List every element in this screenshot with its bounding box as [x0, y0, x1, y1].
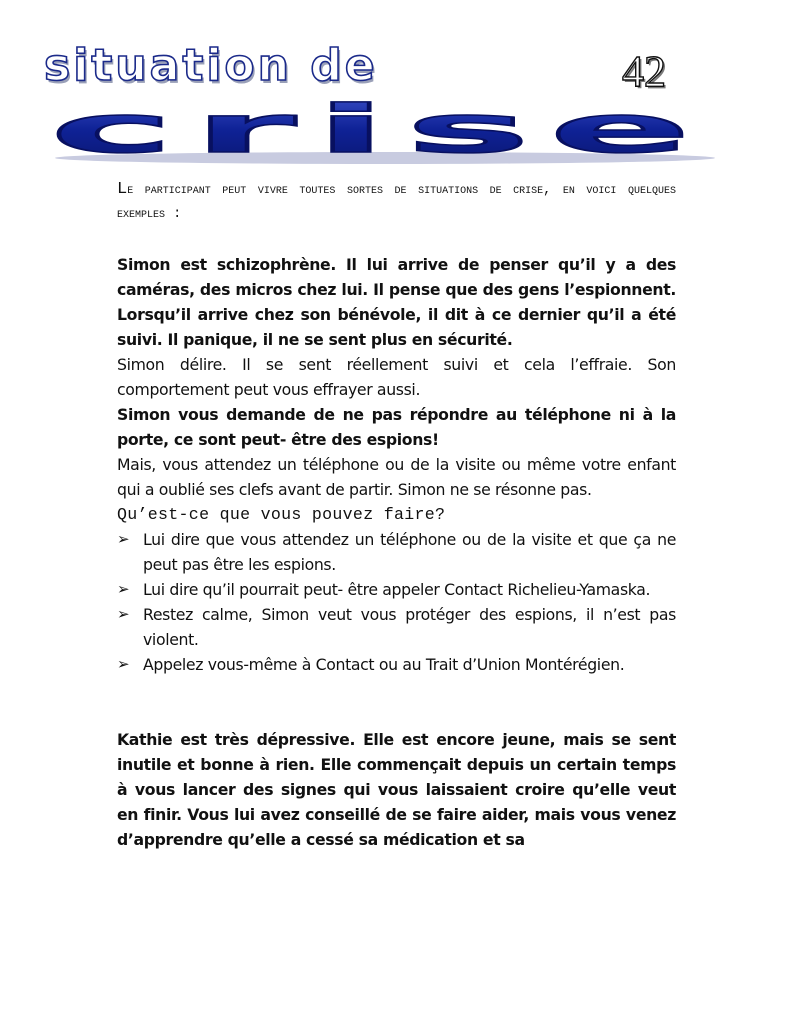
- list-item: ➢ Lui dire qu’il pourrait peut- être appeler Contact Richelieu-Yamaska.: [117, 577, 676, 602]
- kathie-situation: Kathie est très dépressive. Elle est encore jeune, mais se sent inutile et bonne à rien. Elle commençait depuis un certain temps à vous lancer des signes qui vous laissaient croire qu’elle veut en finir. Vous lui avez conseillé de se faire aider, mais vous venez d’apprendre qu’elle a cessé sa médication et sa: [117, 730, 676, 849]
- list-item: ➢ Lui dire que vous attendez un téléphone ou de la visite et que ça ne peut pas être les espions.: [117, 527, 676, 577]
- section-spacer: [117, 677, 676, 727]
- advice-list: [117, 527, 676, 677]
- arrowhead-bullet-icon: ➢: [117, 530, 130, 548]
- simon-explanation: Simon délire. Il se sent réellement suivi et cela l’effraie. Son comportement peut vous effrayer aussi.: [117, 355, 676, 399]
- simon-context: Mais, vous attendez un téléphone ou de la visite ou même votre enfant qui a oublié ses clefs avant de partir. Simon ne se résonne pas.: [117, 455, 676, 499]
- intro-drop-letter: L: [117, 180, 128, 199]
- intro-paragraph: [117, 178, 676, 227]
- title-line-situation-de: situation de: [44, 40, 378, 91]
- simon-request: Simon vous demande de ne pas répondre au téléphone ni à la porte, ce sont peut- être des espions!: [117, 405, 676, 449]
- list-item: ➢ Restez calme, Simon veut vous protéger des espions, il n’est pas violent.: [117, 602, 676, 652]
- title-line-crise: crise: [50, 91, 710, 166]
- page-number: 42: [622, 47, 666, 96]
- title-wordart-crise: [40, 86, 720, 166]
- document-body: [117, 178, 676, 852]
- arrowhead-bullet-icon: ➢: [117, 655, 130, 673]
- list-item: ➢ Appelez vous-même à Contact ou au Trait d’Union Montérégien.: [117, 652, 676, 677]
- intro-text: e participant peut vivre toutes sortes de situations de crise, en voici quelques exemples :: [117, 183, 676, 222]
- arrowhead-bullet-icon: ➢: [117, 580, 130, 598]
- arrowhead-bullet-icon: ➢: [117, 605, 130, 623]
- simon-situation: Simon est schizophrène. Il lui arrive de penser qu’il y a des caméras, des micros chez lui. Il pense que des gens l’espionnent. Lorsqu’il arrive chez son bénévole, il dit à ce dernier qu’il a été suivi. Il panique, il ne se sent plus en sécurité.: [117, 255, 676, 349]
- page-header: [0, 0, 791, 175]
- question-heading: Qu’est-ce que vous pouvez faire?: [117, 505, 446, 524]
